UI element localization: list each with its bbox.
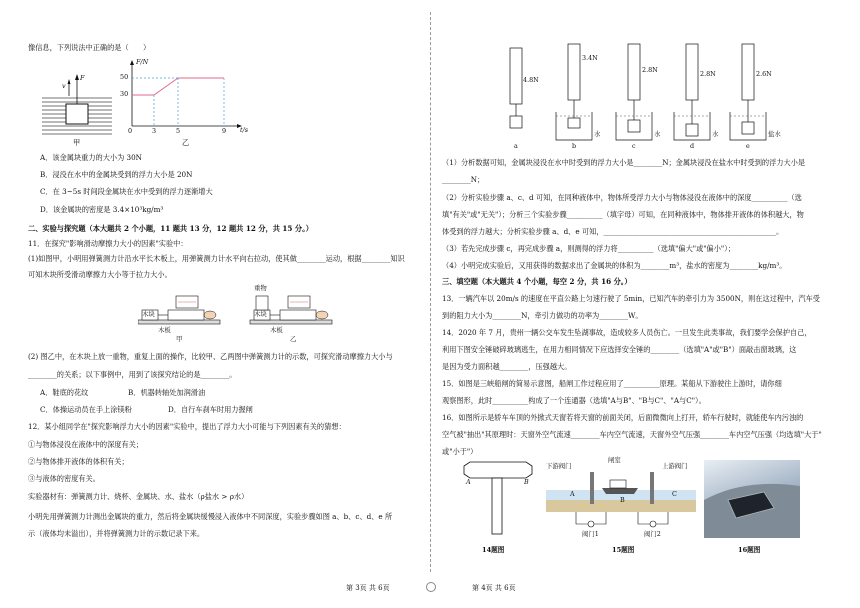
reading-b: 3.4N <box>582 54 598 62</box>
fig14-caption: 14题图 <box>482 546 505 554</box>
liquid-b: 水 <box>594 130 601 138</box>
page-divider <box>430 12 431 572</box>
q12-equipment: 实验器材有：弹簧测力计、烧杯、金属块、水、盐水（ρ盐水 > ρ水） <box>28 492 249 501</box>
car-sunroof-photo <box>704 460 800 538</box>
liquid-c: 水 <box>654 130 661 138</box>
option-a: A．该金属块重力的大小为 30N <box>40 153 142 162</box>
q14-a: 14．2020 年 7 月，贵州一辆公交车发生坠湖事故，造成较多人员伤亡。一旦发生此类事故，我们要学会保护自己， <box>442 328 812 337</box>
q11-option-c: C．体操运动员在手上涂镁粉 <box>40 405 132 414</box>
lock-upstream-valve: 上游阀门 <box>662 462 688 470</box>
lock-region-a: A <box>570 490 575 498</box>
q12-2-c: 体受到的浮力越大；分析实验步骤 a、d、e 可知，________________________________________________。 <box>442 227 784 236</box>
q11-option-d: D．自行车刹车时用力握闸 <box>168 405 253 414</box>
q12-1-b: ________N； <box>442 175 485 184</box>
q11-option-b: B．机器转轴处加润滑油 <box>128 388 206 397</box>
label-d: d <box>690 142 695 150</box>
q12-procedure-2: 示（液体均未溢出），并将弹簧测力计的示数记录下来。 <box>28 529 205 538</box>
fig15-caption: 15题图 <box>612 546 635 554</box>
q11-part2-a: (2) 图乙中，在木块上放一重物，重复上面的操作，比较甲、乙两图中弹簧测力计的示数，可探究滑动摩擦力大小与 <box>28 352 393 361</box>
q11-fig-block-yi: 木块 <box>254 310 267 318</box>
spring-scale-figure <box>498 40 798 150</box>
q11-fig-weight: 重物 <box>254 284 267 292</box>
reading-a: 4.8N <box>523 76 539 84</box>
reading-c: 2.8N <box>642 66 658 74</box>
q11-figure <box>138 282 338 344</box>
option-d: D．该金属块的密度是 3.4×10³kg/m³ <box>40 205 164 214</box>
option-c: C．在 3~5s 时间段金属块在水中受到的浮力逐渐增大 <box>40 187 213 196</box>
q12-3: （3）若先完成步骤 c，再完成步骤 a，则测得的浮力将__________（选填"偏大"或"偏小"）； <box>442 244 736 253</box>
q13-a: 13．一辆汽车以 20m/s 的速度在平直公路上匀速行驶了 5min，已知汽车的牵引力为 3500N，则在这过程中，汽车受 <box>442 294 820 303</box>
liquid-d: 水 <box>712 130 719 138</box>
q12-guess-2: ②与物体排开液体的体积有关； <box>28 457 129 466</box>
q11-part2-b: ________的关系；以下事例中，用到了该探究结论的是________。 <box>28 370 237 379</box>
q16-a: 16．如图所示是轿车车顶的外掀式天窗若将天窗的前面关闭，后面微微向上打开，轿车行驶时，就能使车内污浊的 <box>442 413 804 422</box>
hammer-side-a: A <box>466 478 471 486</box>
q12-1-a: （1）分析数据可知，金属块浸没在水中时受到的浮力大小是________N；金属块浸没在盐水中时受到的浮力大小是 <box>442 158 806 167</box>
lock-region-c: C <box>672 490 677 498</box>
q10-stem-end: 像信息，下列说法中正确的是（ ） <box>28 43 151 52</box>
lock-valve-1: 阀门1 <box>582 530 599 538</box>
section-3-heading: 三、填空题（本大题共 4 个小题，每空 2 分，共 16 分。） <box>442 277 632 286</box>
hammer-side-b: B <box>524 478 529 486</box>
q11-stem: 11．在探究"影响滑动摩擦力大小的因素"实验中： <box>28 239 188 248</box>
lock-chamber: 闸室 <box>608 456 621 464</box>
section-2-heading: 二、实验与探究题（本大题共 2 个小题，11 题共 13 分，12 题共 12 分，共 15 分。） <box>28 224 313 233</box>
q13-b: 到的阻力大小为________N，牵引力做功的功率为________W。 <box>442 311 643 320</box>
q12-procedure-1: 小明先用弹簧测力计测出金属块的重力，然后将金属块缓慢浸入液体中不同深度，实验步骤如图 a、b、c、d、e 所 <box>28 512 393 521</box>
q15-a: 15．如图是三峡船闸的简易示意图，船闸工作过程应用了__________原理。某船从下游驶往上游时，请你细 <box>442 379 782 388</box>
graph-tick-x-3: 3 <box>152 127 157 135</box>
q11-option-a: A．鞋底的花纹 <box>40 388 89 397</box>
footer-page-3: 第 3页 共 6页 <box>346 584 390 592</box>
graph-tick-x-0: 0 <box>128 127 133 135</box>
lock-region-b: B <box>620 496 625 504</box>
q11-fig-caption-yi: 乙 <box>290 335 297 343</box>
graph-caption: 乙 <box>182 138 190 147</box>
q16-b: 空气被"抽出"其原理时：天窗外空气流速________车内空气流速，天窗外空气压强________车内空气压强（均选填"大于" <box>442 430 822 439</box>
q12-4: （4）小明完成实验后，又用获得的数据求出了金属块的体积为________m³，盐水的密度为________kg/m³。 <box>442 261 787 270</box>
graph-tick-y-50: 50 <box>120 73 129 81</box>
graph-tick-x-5: 5 <box>176 127 181 135</box>
q11-part1-b: 可知木块所受滑动摩擦力大小等于拉力大小。 <box>28 270 172 279</box>
q16-c: 或"小于"） <box>442 447 478 456</box>
reading-e: 2.6N <box>756 70 772 78</box>
liquid-e: 盐水 <box>768 130 781 138</box>
q15-b: 观察图形，此时__________构成了一个连通器（选填"A与B"、"B与C"、"A与C"）。 <box>442 396 706 405</box>
option-b: B．浸没在水中的金属块受到的浮力大小是 20N <box>40 170 193 179</box>
graph-tick-x-9: 9 <box>222 127 227 135</box>
figure-jia-caption: 甲 <box>73 138 81 147</box>
force-time-graph <box>120 58 260 148</box>
q11-fig-board-yi: 木板 <box>270 326 283 334</box>
q11-fig-block-jia: 木块 <box>142 310 155 318</box>
lock-downstream-valve: 下游阀门 <box>546 462 572 470</box>
fig16-caption: 16题图 <box>738 546 761 554</box>
safety-hammer-figure <box>458 458 538 538</box>
graph-y-label: F/N <box>136 58 149 66</box>
footer-page-4: 第 4页 共 6页 <box>472 584 516 592</box>
ship-lock-figure <box>546 456 696 540</box>
q12-guess-3: ③与液体的密度有关。 <box>28 474 100 483</box>
q12-2-a: （2）分析实验步骤 a、c、d 可知，在同种液体中，物体所受浮力大小与物体浸没在液体中的深度__________（选 <box>442 193 802 202</box>
binding-hole-icon <box>426 582 436 592</box>
figure-jia-water-tank <box>42 60 112 145</box>
graph-tick-y-30: 30 <box>120 90 129 98</box>
label-c: c <box>632 142 636 150</box>
graph-x-label: t/s <box>240 126 249 134</box>
lock-valve-2: 阀门2 <box>644 530 661 538</box>
q11-part1-a: (1)如图甲，小明用弹簧测力计沿水平长木板上，用弹簧测力计水平向右拉动，使其做________运动，根据________知识 <box>28 254 405 263</box>
label-e: e <box>746 142 750 150</box>
label-a: a <box>514 142 518 150</box>
force-label: F <box>80 74 85 82</box>
q11-fig-caption-jia: 甲 <box>176 335 183 343</box>
q12-guess-1: ①与物体浸没在液体中的深度有关； <box>28 440 144 449</box>
label-b: b <box>572 142 577 150</box>
q11-fig-board-jia: 木板 <box>158 326 171 334</box>
reading-d: 2.8N <box>700 70 716 78</box>
q14-c: 是因为受力面积越________，压强越大。 <box>442 362 572 371</box>
q12-stem: 12．某小组同学在"探究影响浮力大小的因素"实验中，提出了浮力大小可能与下列因素有关的猜想： <box>28 422 346 431</box>
q14-b: 利用下图安全锤破碎玻璃逃生，在用力相同情况下应选择安全锤的________（选填"A"或"B"）面敲击窗玻璃，这 <box>442 345 797 354</box>
velocity-label: v <box>62 82 66 90</box>
q12-2-b: 填"有关"或"无关"）；分析三个实验步骤__________（填字母）可知，在同种液体中，物体排开液体的体积越大，物 <box>442 210 804 219</box>
